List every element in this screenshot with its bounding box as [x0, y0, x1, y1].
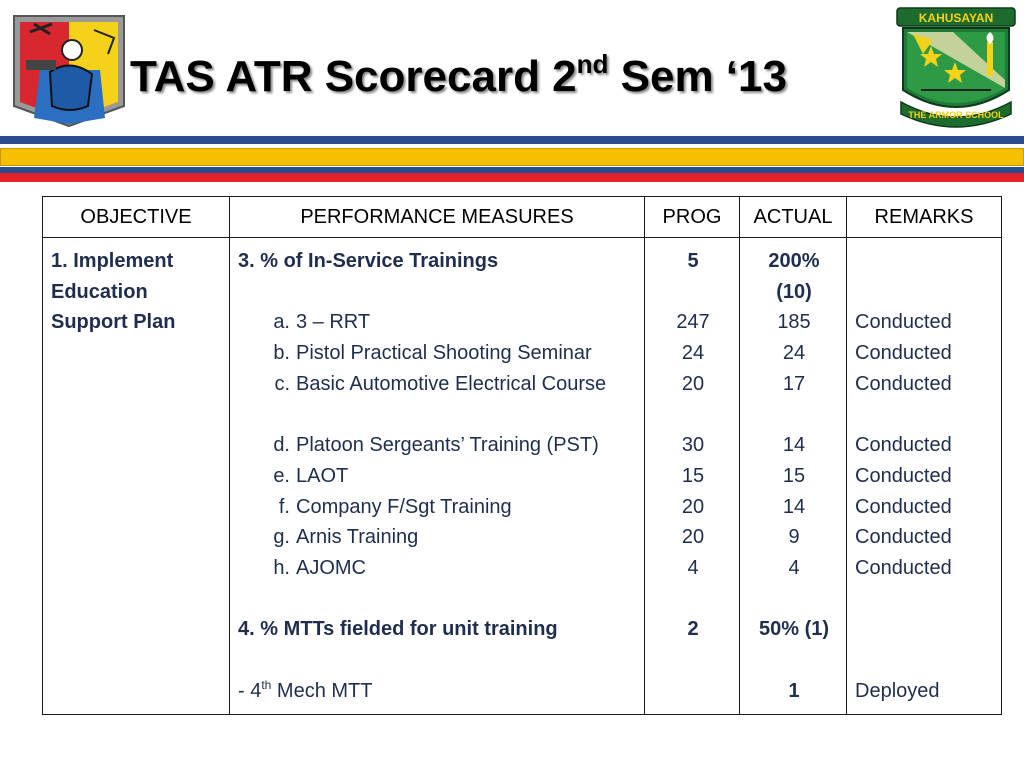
measure-4-prog: 2	[687, 618, 699, 641]
actual-value: 185	[777, 311, 811, 334]
list-item: c. Basic Automotive Electrical Course	[274, 372, 607, 395]
remark-value: Conducted	[855, 311, 952, 334]
measure-4-actual: 50% (1)	[758, 618, 830, 641]
list-item: e. LAOT	[273, 464, 349, 487]
actual-value: 17	[782, 372, 806, 395]
prog-value: 4	[687, 556, 699, 579]
remarks-cell	[847, 238, 1002, 715]
objective-text: 1. Implement Education Support Plan	[51, 250, 176, 334]
actual-value: 14	[782, 434, 806, 457]
performance-measures-cell	[230, 238, 645, 715]
remark-value: Conducted	[855, 464, 952, 487]
measure-3-actual: 200% (10)	[768, 250, 820, 303]
remark-value: Conducted	[855, 342, 952, 365]
measure-3-prog: 5	[687, 250, 699, 272]
header-performance-measures: PERFORMANCE MEASURES	[230, 197, 645, 238]
actual-value: 15	[782, 464, 806, 487]
actual-cell	[740, 238, 847, 715]
prog-value: 15	[681, 464, 705, 487]
list-item: h. AJOMC	[273, 556, 366, 579]
header-prog: PROG	[645, 197, 740, 238]
prog-value: 30	[681, 434, 705, 457]
header-remarks: REMARKS	[847, 197, 1002, 238]
objective-cell	[43, 238, 230, 715]
list-item: a. 3 – RRT	[273, 311, 371, 334]
list-item: d. Platoon Sergeants’ Training (PST)	[273, 434, 599, 457]
table-row	[43, 238, 1002, 715]
actual-value: 9	[788, 526, 800, 549]
page-title: TAS ATR Scorecard 2nd Sem ‘13	[130, 49, 787, 101]
measure-4-label: 4. % MTTs fielded for unit training	[238, 618, 558, 641]
remark-value: Deployed	[855, 679, 940, 702]
table-header-row	[43, 197, 1002, 238]
prog-value: 20	[681, 495, 705, 518]
remark-value: Conducted	[855, 556, 952, 579]
measure-4-sub-actual: 1	[788, 679, 800, 702]
header-band-red	[0, 173, 1024, 182]
remark-value: Conducted	[855, 372, 952, 395]
prog-value: 24	[681, 342, 705, 365]
remark-value: Conducted	[855, 434, 952, 457]
remark-value: Conducted	[855, 526, 952, 549]
scorecard-table	[42, 196, 1002, 715]
prog-cell	[645, 238, 740, 715]
actual-value: 24	[782, 342, 806, 365]
actual-value: 4	[788, 556, 800, 579]
header-band-yellow	[0, 148, 1024, 166]
unit-emblem-icon	[10, 10, 128, 128]
measure-3-label: 3. % of In-Service Trainings	[238, 250, 499, 272]
list-item: f. Company F/Sgt Training	[278, 495, 512, 518]
header-objective: OBJECTIVE	[43, 197, 230, 238]
prog-value: 20	[681, 526, 705, 549]
list-item: g. Arnis Training	[273, 526, 419, 549]
prog-value: 20	[681, 372, 705, 395]
measure-4-sub-item: - 4th Mech MTT	[238, 677, 373, 702]
svg-text:THE ARMOR SCHOOL: THE ARMOR SCHOOL	[908, 110, 1004, 120]
svg-text:KAHUSAYAN: KAHUSAYAN	[918, 11, 994, 25]
header-band-blue-top	[0, 136, 1024, 144]
header-actual: ACTUAL	[740, 197, 847, 238]
actual-value: 14	[782, 495, 806, 518]
list-item: b. Pistol Practical Shooting Seminar	[273, 342, 592, 365]
remark-value: Conducted	[855, 495, 952, 518]
prog-value: 247	[676, 311, 710, 334]
armor-school-crest-icon	[893, 6, 1019, 130]
